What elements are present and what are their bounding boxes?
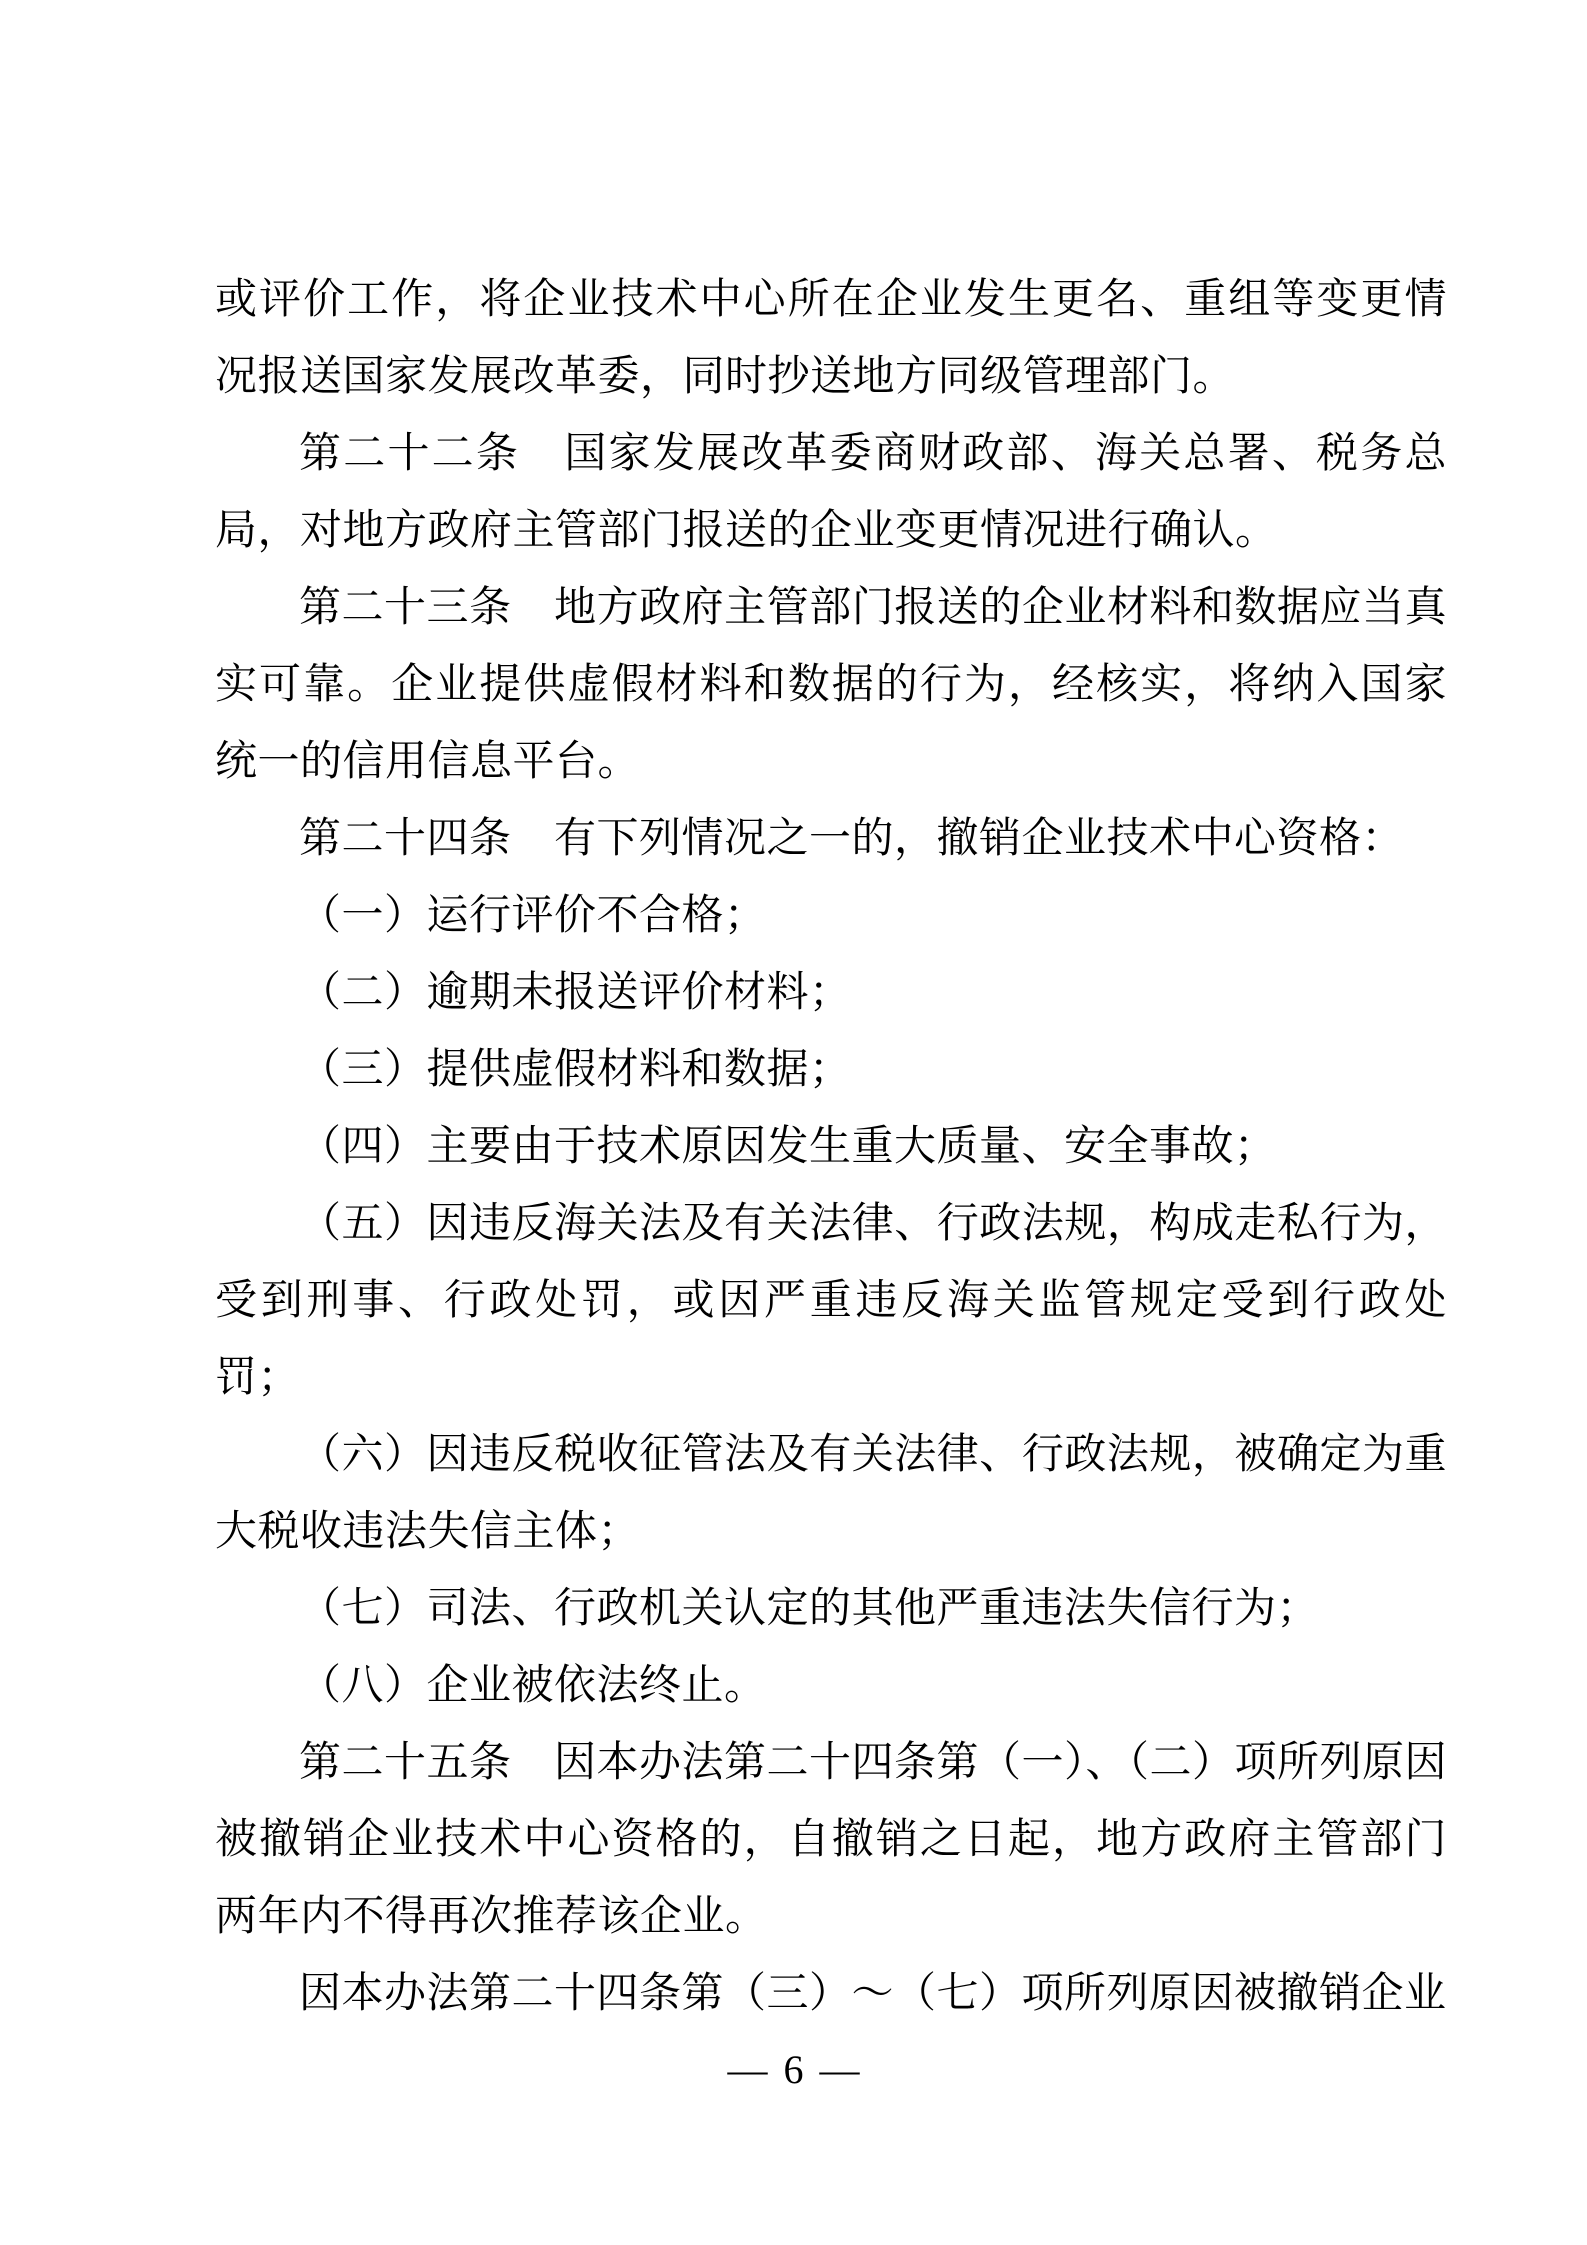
paragraph-continuation: 或评价工作，将企业技术中心所在企业发生更名、重组等变更情况报送国家发展改革委，同时抄送地方同级管理部门。 <box>215 275 1447 399</box>
list-item-1: （一）运行评价不合格； <box>299 891 767 938</box>
paragraph-article-24: 第二十四条 有下列情况之一的，撤销企业技术中心资格： <box>299 814 1405 861</box>
list-item-2: （二）逾期未报送评价材料； <box>299 968 852 1015</box>
paragraph-article-23: 第二十三条 地方政府主管部门报送的企业材料和数据应当真实可靠。企业提供虚假材料和数据的行为，经核实，将纳入国家统一的信用信息平台。 <box>215 583 1447 784</box>
document-body <box>215 260 1447 2031</box>
list-item-8: （八）企业被依法终止。 <box>299 1661 767 1708</box>
footer-dash-left: — <box>727 2047 768 2092</box>
list-item-4: （四）主要由于技术原因发生重大质量、安全事故； <box>299 1122 1277 1169</box>
paragraph-article-22: 第二十二条 国家发展改革委商财政部、海关总署、税务总局，对地方政府主管部门报送的企业变更情况进行确认。 <box>215 429 1447 553</box>
paragraph-article-25: 第二十五条 因本办法第二十四条第（一）、（二）项所列原因被撤销企业技术中心资格的，自撤销之日起，地方政府主管部门两年内不得再次推荐该企业。 <box>215 1738 1448 1939</box>
page-number: 6 <box>783 2047 804 2092</box>
list-item-7: （七）司法、行政机关认定的其他严重违法失信行为； <box>299 1584 1320 1631</box>
list-item-3: （三）提供虚假材料和数据； <box>299 1045 852 1092</box>
page-footer <box>0 2046 1587 2094</box>
footer-dash-right: — <box>819 2047 860 2092</box>
list-item-5: （五）因违反海关法及有关法律、行政法规，构成走私行为，受到刑事、行政处罚，或因严重违反海关监管规定受到行政处罚； <box>215 1199 1447 1400</box>
paragraph-article-25-continued: 因本办法第二十四条第（三）～（七）项所列原因被撤销企业 <box>299 1969 1447 2016</box>
list-item-6: （六）因违反税收征管法及有关法律、行政法规，被确定为重大税收违法失信主体； <box>215 1430 1447 1554</box>
